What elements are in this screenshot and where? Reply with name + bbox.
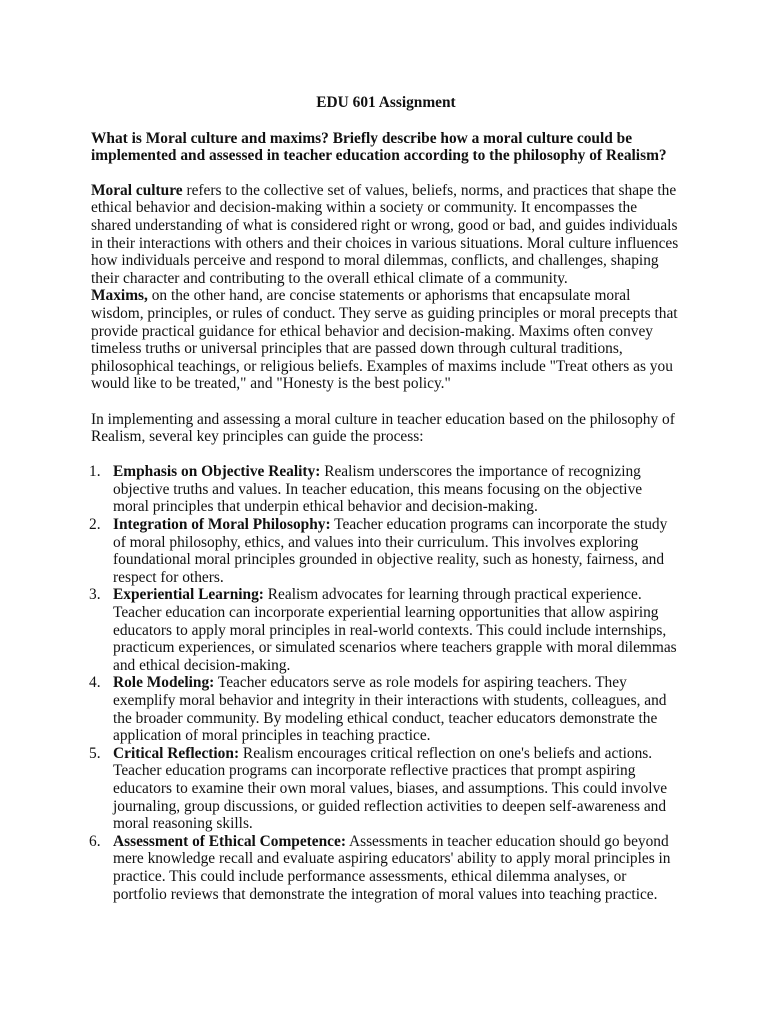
list-item	[91, 586, 681, 674]
list-item-text: Teacher educators serve as role models for aspiring teachers. They exemplify moral behavior and integrity in their interactions with students, colleagues, and the broader community. By modeling ethical conduct, teacher educators demonstrate the application of moral principles in teaching practice.	[113, 674, 667, 745]
paragraph-spacer	[91, 393, 681, 411]
document-page	[91, 94, 681, 903]
list-item-text: Assessments in teacher education should go beyond mere knowledge recall and evaluate aspiring educators' ability to apply moral principles in practice. This could include performance assessments, ethical dilemma analyses, or portfolio reviews that demonstrate the integration of moral values into teaching practice.	[113, 832, 671, 903]
list-item-heading: Integration of Moral Philosophy:	[113, 516, 331, 534]
maxims-text: on the other hand, are concise statements or aphorisms that encapsulate moral wisdom, principles, or rules of conduct. They serve as guiding principles or moral precepts that provide practical guidance for ethical behavior and decision-making. Maxims often convey timeless truths or universal principles that are passed down through cultural traditions, philosophical teachings, or religious beliefs. Examples of maxims include "Treat others as you would like to be treated," and "Honesty is the best policy."	[91, 287, 678, 393]
maxims-term: Maxims,	[91, 287, 148, 305]
principles-list	[91, 463, 681, 903]
list-item-text: Realism advocates for learning through practical experience. Teacher education can incorporate experiential learning opportunities that allow aspiring educators to apply moral principles in real-world contexts. This could include internships, practicum experiences, or simulated scenarios where teachers grapple with moral dilemmas and ethical decision-making.	[113, 586, 677, 674]
list-item-number: 1.	[89, 463, 101, 481]
list-item	[91, 833, 681, 903]
list-item	[91, 516, 681, 586]
list-item-text: Realism encourages critical reflection on one's beliefs and actions. Teacher education programs can incorporate reflective practices that prompt aspiring educators to examine their own moral values, biases, and assumptions. This could involve journaling, group discussions, or guided reflection activities to deepen self-awareness and moral reasoning skills.	[113, 744, 668, 833]
list-item-heading: Assessment of Ethical Competence:	[113, 832, 346, 850]
list-item-number: 2.	[89, 516, 101, 534]
moral-culture-paragraph	[91, 182, 681, 288]
list-item-text: Teacher education programs can incorporate the study of moral philosophy, ethics, and values into their curriculum. This involves exploring foundational moral principles grounded in objective reality, such as honesty, fairness, and respect for others.	[113, 516, 668, 586]
list-item-heading: Emphasis on Objective Reality:	[113, 463, 321, 481]
list-item-text: Realism underscores the importance of recognizing objective truths and values. In teacher education, this means focusing on the objective moral principles that underpin ethical behavior and decision-making.	[113, 463, 643, 516]
paragraph-spacer	[91, 446, 681, 464]
moral-culture-term: Moral culture	[91, 181, 183, 199]
list-item-heading: Experiential Learning:	[113, 586, 264, 604]
list-item	[91, 674, 681, 744]
list-item-number: 5.	[89, 744, 101, 762]
list-item-number: 4.	[89, 674, 101, 692]
intro-paragraph: In implementing and assessing a moral culture in teacher education based on the philosophy of Realism, several key principles can guide the process:	[91, 410, 675, 446]
list-item	[91, 463, 681, 516]
list-item-number: 3.	[89, 586, 101, 604]
maxims-paragraph	[91, 287, 681, 393]
assignment-question: What is Moral culture and maxims? Briefly describe how a moral culture could be implemented and assessed in teacher education according to the philosophy of Realism?	[91, 129, 667, 165]
document-title: EDU 601 Assignment	[316, 94, 456, 111]
list-item-heading: Critical Reflection:	[113, 744, 240, 762]
list-item-heading: Role Modeling:	[113, 674, 215, 692]
moral-culture-text: refers to the collective set of values, beliefs, norms, and practices that shape the ethical behavior and decision-making within a society or community. It encompasses the shared understanding of what is considered right or wrong, good or bad, and guides individuals in their interactions with others and their choices in various situations. Moral culture influences how individuals perceive and respond to moral dilemmas, conflicts, and challenges, shaping their character and contributing to the overall ethical climate of a community.	[91, 181, 679, 287]
list-item	[91, 745, 681, 833]
list-item-number: 6.	[89, 832, 101, 850]
